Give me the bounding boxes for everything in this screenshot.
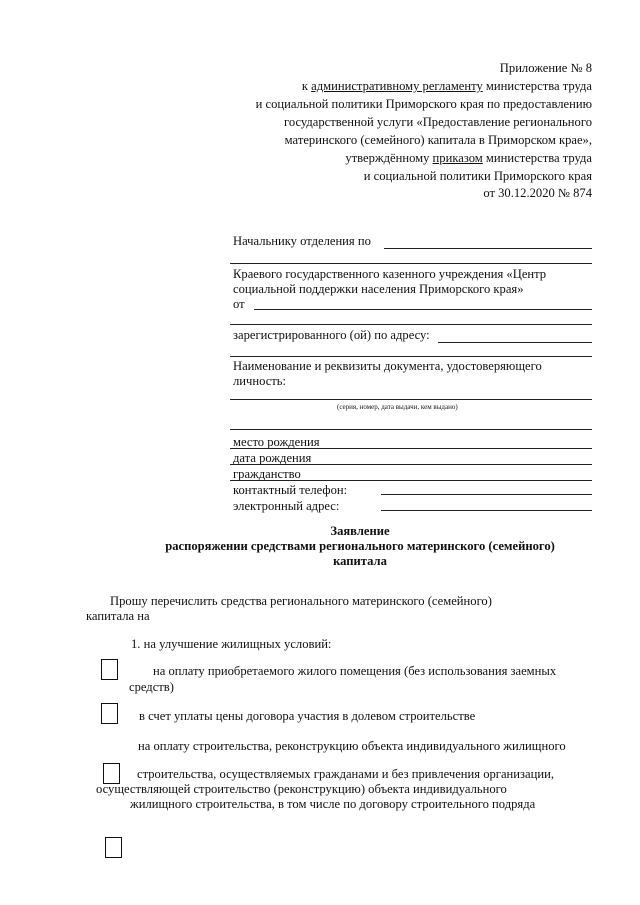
option-next-checkbox[interactable] xyxy=(105,837,122,858)
citizenship-field[interactable] xyxy=(230,480,592,481)
id-document-hint: (серия, номер, дата выдачи, кем выдано) xyxy=(337,403,458,411)
phone-label: контактный телефон: xyxy=(233,483,348,497)
request-line-2: капитала на xyxy=(86,609,150,623)
birthplace-field[interactable] xyxy=(230,448,592,449)
option-individual-construction-line-2: строительства, осуществляемых гражданами и без привлечения организации, xyxy=(137,767,554,781)
option-purchase-line-2: средств) xyxy=(129,680,174,694)
email-field[interactable] xyxy=(381,510,592,511)
option-individual-construction-checkbox[interactable] xyxy=(103,763,120,784)
address-field-line-2[interactable] xyxy=(230,356,592,357)
from-label: от xyxy=(233,297,245,311)
address-field[interactable] xyxy=(438,342,592,343)
department-field[interactable] xyxy=(384,248,592,249)
request-line-1: Прошу перечислить средства регионального материнского (семейного) xyxy=(110,594,492,608)
id-document-line-2: личность: xyxy=(233,374,287,388)
heading-subtitle-2: капитала xyxy=(333,554,387,568)
option-purchase-line-1: на оплату приобретаемого жилого помещения (без использования заемных xyxy=(153,664,557,678)
option-individual-construction-line-4: жилищного строительства, в том числе по договору строительного подряда xyxy=(130,797,536,811)
option-shared-construction-checkbox[interactable] xyxy=(101,703,118,724)
regulation-link[interactable]: административному регламенту xyxy=(311,79,483,93)
applicant-name-field[interactable] xyxy=(254,309,592,310)
id-document-field[interactable] xyxy=(230,399,592,400)
annex-line-1-prefix: к xyxy=(301,79,312,93)
institution-line-1: Краевого государственного казенного учреждения «Центр xyxy=(233,267,547,281)
registered-address-label: зарегистрированного (ой) по адресу: xyxy=(233,328,430,342)
annex-line-4: материнского (семейного) капитала в Приморском крае», xyxy=(284,133,592,147)
order-link[interactable]: приказом xyxy=(432,151,483,165)
option-shared-construction-label: в счет уплаты цены договора участия в долевом строительстве xyxy=(139,709,476,723)
department-field-line-2[interactable] xyxy=(230,263,592,264)
email-label: электронный адрес: xyxy=(233,499,340,513)
phone-field[interactable] xyxy=(381,494,592,495)
option-purchase-checkbox[interactable] xyxy=(101,659,118,680)
annex-line-1-suffix: министерства труда xyxy=(482,79,592,93)
annex-line-7: от 30.12.2020 № 874 xyxy=(483,186,592,200)
option-individual-construction-line-1: на оплату строительства, реконструкцию объекта индивидуального жилищного xyxy=(138,739,566,753)
annex-line-3: государственной услуги «Предоставление регионального xyxy=(283,115,592,129)
annex-line-5-suffix: министерства труда xyxy=(482,151,592,165)
heading-title: Заявление xyxy=(330,524,390,538)
birthdate-label: дата рождения xyxy=(233,451,312,465)
institution-line-2: социальной поддержки населения Приморского края» xyxy=(233,282,524,296)
annex-line-2: и социальной политики Приморского края по предоставлению xyxy=(255,97,592,111)
id-document-line-1: Наименование и реквизиты документа, удостоверяющего xyxy=(233,359,542,373)
id-document-field-line-2[interactable] xyxy=(230,429,592,430)
item-housing-improvement: 1. на улучшение жилищных условий: xyxy=(131,637,332,651)
option-individual-construction-line-3: осуществляющей строительство (реконструкцию) объекта индивидуального xyxy=(96,782,507,796)
birthdate-field[interactable] xyxy=(230,464,592,465)
birthplace-label: место рождения xyxy=(233,435,320,449)
head-of-label: Начальнику отделения по xyxy=(233,234,371,248)
citizenship-label: гражданство xyxy=(233,467,301,481)
annex-line-5-prefix: утверждённому xyxy=(345,151,433,165)
annex-line-1 xyxy=(302,79,592,94)
annex-title: Приложение № 8 xyxy=(499,61,592,75)
heading-subtitle: распоряжении средствами регионального материнского (семейного) xyxy=(165,539,555,553)
annex-line-5 xyxy=(345,151,592,166)
annex-line-6: и социальной политики Приморского края xyxy=(363,169,592,183)
applicant-name-field-line-2[interactable] xyxy=(230,324,592,325)
